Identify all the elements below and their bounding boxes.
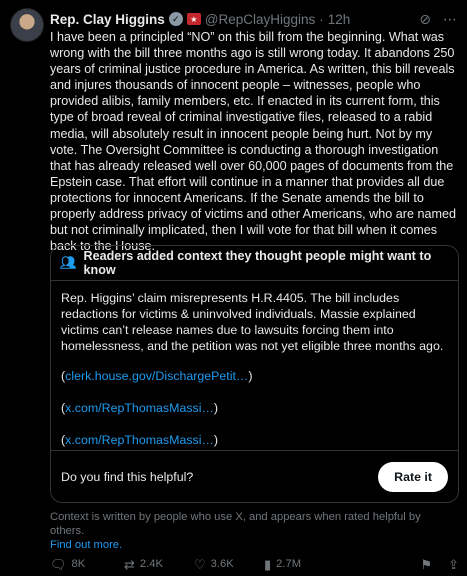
tweet-actions	[50, 556, 459, 572]
timestamp[interactable]: 12h	[327, 11, 351, 27]
note-source-link[interactable]: (x.com/RepThomasMassi…)	[61, 401, 219, 415]
more-icon[interactable]: ⋯	[443, 11, 457, 27]
views-button[interactable]	[264, 558, 354, 571]
author-handle[interactable]: @RepClayHiggins	[204, 11, 316, 27]
heart-icon: ♡	[194, 556, 206, 572]
author-name[interactable]: Rep. Clay Higgins	[50, 11, 165, 27]
flag-icon: ★	[187, 13, 201, 25]
secondary-actions	[420, 558, 459, 571]
grok-icon[interactable]: ⊘	[419, 11, 431, 27]
tweet-text: I have been a principled “NO” on this bill from the beginning. What was wrong with the bill three months ago is still wrong today. It abandons 250 years of criminal justice procedure in America. As written, this bill reveals and injures thousands of innocent people – witnesses, people who provided alibis, family members, etc. If enacted in its current form, this type of broad reveal of criminal investigative files, released to a rabid media, will absolutely result in innocent people being hurt. Not by my vote. The Oversight Committee is conducting a thorough investigation that has already released well over 60,000 pages of documents from the Epstein case. That effort will continue in a manner that provides all due protections for innocent Americans. If the Senate amends the bill to properly address privacy of victims and other Americans, who are named but not criminally implicated, then I will vote for that bill when it comes back to the House.	[50, 30, 456, 254]
community-note-title: Readers added context they thought people might want to know	[83, 249, 432, 277]
community-note	[50, 245, 459, 503]
tweet-header	[50, 10, 457, 28]
note-source-link[interactable]: (x.com/RepThomasMassi…)	[61, 433, 219, 447]
header-actions	[419, 12, 457, 26]
like-button[interactable]	[194, 558, 264, 571]
reply-icon: 🗨︎	[50, 556, 67, 572]
like-count: 3.6K	[210, 558, 234, 570]
people-icon: 👥︎	[60, 255, 77, 270]
verified-badge-icon: ✓	[169, 12, 183, 26]
share-icon[interactable]: ⇪	[448, 556, 459, 572]
find-out-more-link[interactable]: Find out more.	[50, 539, 123, 551]
separator: ·	[319, 11, 324, 27]
bookmark-icon[interactable]: ⚑	[420, 556, 433, 572]
rate-it-button[interactable]: Rate it	[378, 462, 448, 492]
helpful-question: Do you find this helpful?	[61, 469, 194, 484]
repost-count: 2.4K	[139, 558, 163, 570]
note-source-link[interactable]: (clerk.house.gov/DischargePetit…)	[61, 369, 253, 383]
community-note-footer	[51, 450, 458, 502]
repost-button[interactable]	[124, 558, 194, 571]
reply-count: 8K	[71, 558, 86, 570]
community-note-text: Rep. Higgins’ claim misrepresents H.R.4405. The bill includes redactions for victims & uninvolved individuals. Massie explained victims can’t release names due to lawsuits forcing them into homelessness, and the petition was not yet eligible three months ago.	[61, 291, 444, 354]
reply-button[interactable]	[50, 558, 124, 571]
view-count: 2.7M	[276, 558, 302, 570]
author-avatar[interactable]	[10, 8, 44, 42]
community-notes-disclaimer: Context is written by people who use X, and appears when rated helpful by others. Find out more.	[50, 511, 421, 551]
repost-icon: ⇄	[124, 556, 135, 572]
views-icon: ▮	[264, 556, 272, 572]
community-note-header	[51, 246, 458, 281]
